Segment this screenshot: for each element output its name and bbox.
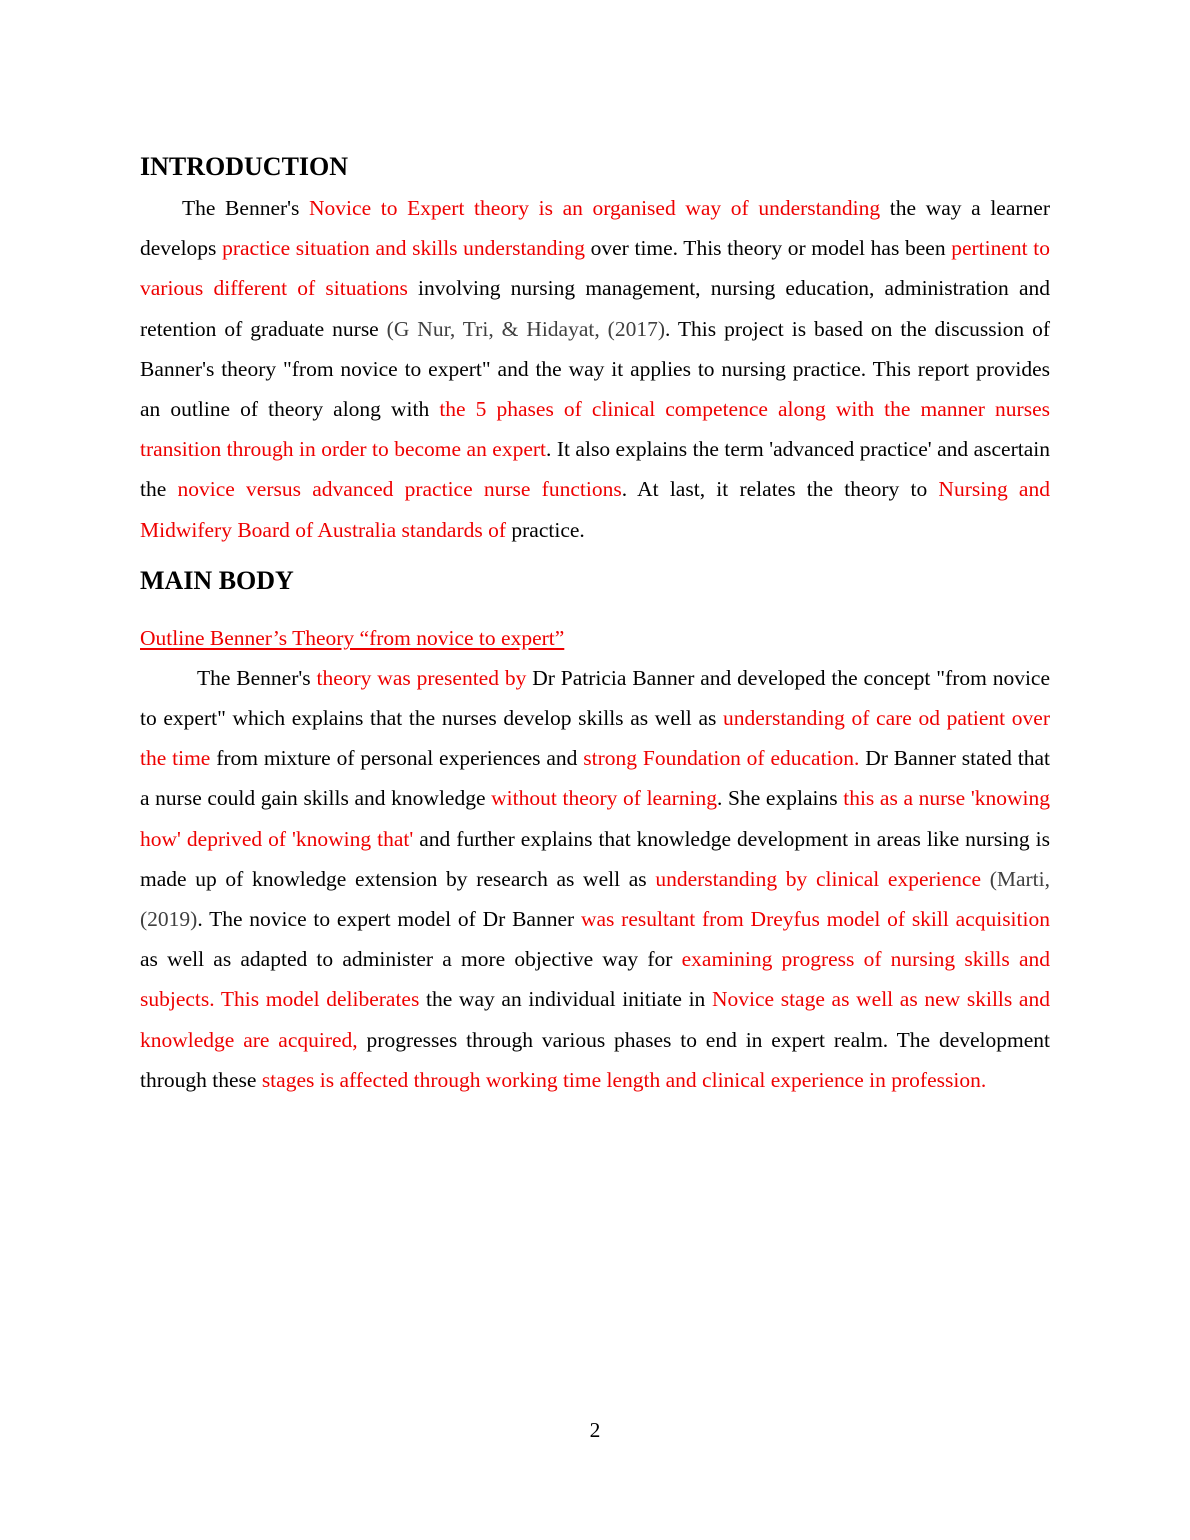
- body-text: practice.: [506, 517, 585, 542]
- body-text: the way a learner develops: [140, 196, 1050, 261]
- highlighted-text: novice versus advanced practice nurse functions: [177, 477, 622, 502]
- body-text: The Benner's: [197, 665, 317, 690]
- body-text: The Benner's: [182, 196, 310, 220]
- body-text: from mixture of personal experiences and: [210, 746, 584, 771]
- body-text: Dr Patricia Banner and developed the concept "from novice to expert" which explains that the nurses develop skills as well as: [140, 665, 1051, 731]
- introduction-heading: INTRODUCTION: [140, 152, 349, 181]
- body-text: progresses through various phases to end in expert realm. The development through these: [140, 1027, 1050, 1092]
- body-text: . She explains: [717, 786, 844, 811]
- highlighted-text: without theory of learning: [491, 786, 718, 811]
- highlighted-text: pertinent to various different of situations: [140, 236, 1050, 301]
- highlighted-text: understanding of care od patient over the time: [140, 706, 1051, 771]
- highlighted-text: Novice to Expert theory is an organised way of understanding: [309, 196, 881, 220]
- highlighted-text: practice situation and skills understanding: [222, 236, 585, 261]
- highlighted-text: understanding by clinical experience: [655, 866, 982, 891]
- body-text: over time. This theory or model has been: [584, 236, 952, 261]
- highlighted-text: Nursing and Midwifery Board of Australia standards of: [140, 477, 1050, 542]
- highlighted-text: stages is affected through working time length and clinical experience in profession.: [261, 1067, 987, 1092]
- main-body-heading: MAIN BODY: [140, 565, 294, 595]
- highlighted-text: this as a nurse 'knowing how' deprived of 'knowing that': [140, 786, 1050, 851]
- introduction-paragraph: [140, 188, 1050, 550]
- page-content: [140, 150, 1050, 1100]
- highlighted-text: was resultant from Dreyfus model of skill acquisition: [580, 907, 1050, 932]
- section-subheading: Outline Benner’s Theory “from novice to expert”: [140, 625, 565, 650]
- body-text: as well as adapted to administer a more objective way for: [140, 947, 682, 972]
- body-text: . It also explains the term 'advanced practice' and ascertain the: [140, 437, 1050, 502]
- highlighted-text: the 5 phases of clinical competence along with the manner nurses transition through in order to become an expert: [140, 397, 1050, 462]
- body-text: . This project is based on the discussion of Banner's theory "from novice to expert" and the way it applies to nursing practice. This report provides an outline of theory along with: [140, 316, 1050, 422]
- body-text: . The novice to expert model of Dr Banner: [197, 907, 581, 932]
- highlighted-text: Novice stage as well as new skills and knowledge are acquired,: [140, 987, 1050, 1052]
- body-text: Dr Banner stated that a nurse could gain skills and knowledge: [140, 746, 1050, 811]
- highlighted-text: examining progress of nursing skills and subjects. This model deliberates: [140, 947, 1050, 1012]
- body-text: involving nursing management, nursing education, administration and retention of graduate nurse: [140, 276, 1050, 341]
- highlighted-text: theory was presented by: [316, 665, 527, 690]
- main-body-paragraph: [140, 658, 1050, 1100]
- body-text: [981, 867, 990, 891]
- citation-text: (G Nur, Tri, & Hidayat, (2017): [386, 316, 665, 341]
- body-text: the way an individual initiate in: [419, 987, 712, 1012]
- body-text: . At last, it relates the theory to: [621, 477, 939, 502]
- citation-text: (Marti, (2019): [140, 866, 1050, 932]
- body-text: and further explains that knowledge development in areas like nursing is made up of knowledge extension by research as well as: [140, 826, 1050, 891]
- highlighted-text: strong Foundation of education.: [583, 746, 860, 771]
- page-number: 2: [589, 1418, 601, 1442]
